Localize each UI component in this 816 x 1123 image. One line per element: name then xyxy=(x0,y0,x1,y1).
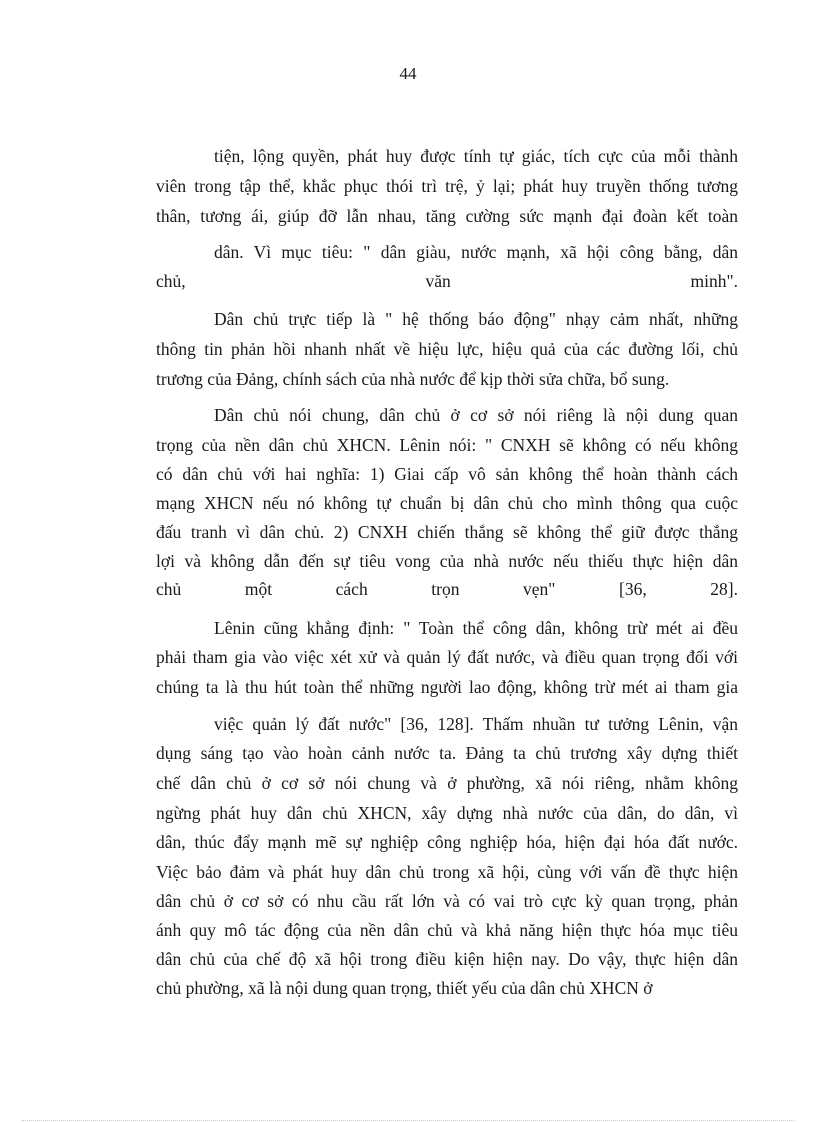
text-line: chúng ta là thu hút toàn thể những người lao động, không trừ mét ai tham gia xyxy=(156,677,738,697)
text-line: có dân chủ với hai nghĩa: 1) Giai cấp vô sản không thể hoàn thành cách xyxy=(156,464,738,484)
text-line: dụng sáng tạo vào hoàn cảnh nước ta. Đảng ta chủ trương xây dựng thiết xyxy=(156,743,738,763)
text-line: dân. Vì mục tiêu: " dân giàu, nước mạnh, xã hội công bằng, dân xyxy=(214,242,738,262)
text-line: mạng XHCN nếu nó không tự chuẩn bị dân chủ cho mình thông qua cuộc xyxy=(156,493,738,513)
text-line: chủ một cách trọn vẹn" [36, 28]. xyxy=(156,579,738,599)
text-line: ngừng phát huy dân chủ XHCN, xây dựng nhà nước của dân, do dân, vì xyxy=(156,803,738,823)
text-line: Dân chủ trực tiếp là " hệ thống báo động" nhạy cảm nhất, những xyxy=(214,309,738,329)
text-line: phải tham gia vào việc xét xử và quản lý đất nước, và điều quan trọng đối với xyxy=(156,647,738,667)
text-line: chủ, văn minh". xyxy=(156,271,738,291)
text-line: Lênin cũng khẳng định: " Toàn thể công dân, không trừ mét ai đều xyxy=(214,618,738,638)
page-bottom-border xyxy=(22,1120,794,1121)
text-line: thân, tương ái, giúp đỡ lẫn nhau, tăng cường sức mạnh đại đoàn kết toàn xyxy=(156,206,738,226)
text-line: đấu tranh vì dân chủ. 2) CNXH chiến thắng sẽ không thể giữ được thắng xyxy=(156,522,738,542)
page-number: 44 xyxy=(399,64,417,83)
text-line: lợi và không dẫn đến sự tiêu vong của nhà nước nếu thiếu thực hiện dân xyxy=(156,551,738,571)
text-line: chủ phường, xã là nội dung quan trọng, thiết yếu của dân chủ XHCN ở xyxy=(156,978,653,998)
text-line: dân chủ của chế độ xã hội trong điều kiện hiện nay. Do vậy, thực hiện dân xyxy=(156,949,738,969)
text-line: viên trong tập thể, khắc phục thói trì trệ, ỷ lại; phát huy truyền thống tương xyxy=(156,176,738,196)
text-line: chế dân chủ ở cơ sở nói chung và ở phường, xã nói riêng, nhằm không xyxy=(156,773,738,793)
text-line: ánh quy mô tác động của nền dân chủ và khả năng hiện thực hóa mục tiêu xyxy=(156,920,738,940)
text-line: trương của Đảng, chính sách của nhà nước để kịp thời sửa chữa, bổ sung. xyxy=(156,369,670,389)
text-line: Việc bảo đảm và phát huy dân chủ trong xã hội, cùng với vấn đề thực hiện xyxy=(156,862,738,882)
text-line: trọng của nền dân chủ XHCN. Lênin nói: " CNXH sẽ không có nếu không xyxy=(156,435,738,455)
text-line: thông tin phản hồi nhanh nhất về hiệu lực, hiệu quả của các đường lối, chủ xyxy=(156,339,738,359)
text-line: việc quản lý đất nước" [36, 128]. Thấm nhuần tư tưởng Lênin, vận xyxy=(214,714,738,734)
text-line: dân, thúc đẩy mạnh mẽ sự nghiệp công nghiệp hóa, hiện đại hóa đất nước. xyxy=(156,832,738,852)
text-line: Dân chủ nói chung, dân chủ ở cơ sở nói riêng là nội dung quan xyxy=(214,405,738,425)
text-line: tiện, lộng quyền, phát huy được tính tự giác, tích cực của mỗi thành xyxy=(214,146,738,166)
text-line: dân chủ ở cơ sở có nhu cầu rất lớn và có vai trò cực kỳ quan trọng, phản xyxy=(156,891,738,911)
